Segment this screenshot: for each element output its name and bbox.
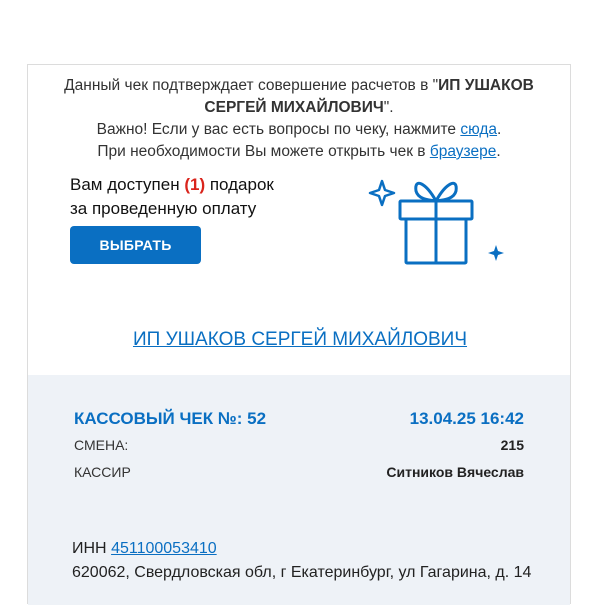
receipt-notice — [28, 65, 570, 163]
gift-count: (1) — [184, 175, 206, 194]
receipt-details — [28, 375, 570, 605]
notice-line-3: При необходимости Вы можете открыть чек в браузере. — [97, 143, 501, 160]
inn-label: ИНН — [72, 540, 112, 557]
notice-line-1: Данный чек подтверждает совершение расчетов в "ИП УШАКОВ СЕРГЕЙ МИХАЙЛОВИЧ". — [64, 77, 534, 116]
seller-name-bold: ИП УШАКОВ СЕРГЕЙ МИХАЙЛОВИЧ — [204, 77, 534, 116]
receipt-header-row — [74, 409, 524, 429]
receipt-title: КАССОВЫЙ ЧЕК №: 52 — [74, 409, 267, 428]
cashier-value: Ситников Вячеслав — [386, 464, 524, 480]
shift-value: 215 — [500, 437, 524, 453]
open-in-browser-link[interactable]: браузере — [429, 143, 497, 160]
cashier-row — [74, 464, 524, 480]
notice-line-2: Важно! Если у вас есть вопросы по чеку, нажмите сюда. — [96, 121, 502, 138]
seller-info — [72, 537, 532, 585]
gift-icon — [368, 169, 508, 273]
seller-address: 620062, Свердловская обл, г Екатеринбург, ул Гагарина, д. 14 — [72, 564, 532, 581]
inn-link[interactable]: 451100053410 — [111, 540, 217, 557]
shift-label: СМЕНА: — [74, 437, 129, 453]
questions-link[interactable]: сюда — [460, 121, 498, 138]
gift-offer-text: Вам доступен (1) подарок за проведенную оплату — [70, 175, 274, 218]
seller-link[interactable]: ИП УШАКОВ СЕРГЕЙ МИХАЙЛОВИЧ — [132, 329, 468, 350]
cashier-label: КАССИР — [74, 464, 131, 480]
choose-gift-button[interactable]: ВЫБРАТЬ — [70, 226, 201, 264]
shift-row — [74, 437, 524, 453]
receipt-card — [27, 64, 571, 604]
receipt-datetime: 13.04.25 16:42 — [409, 409, 524, 428]
